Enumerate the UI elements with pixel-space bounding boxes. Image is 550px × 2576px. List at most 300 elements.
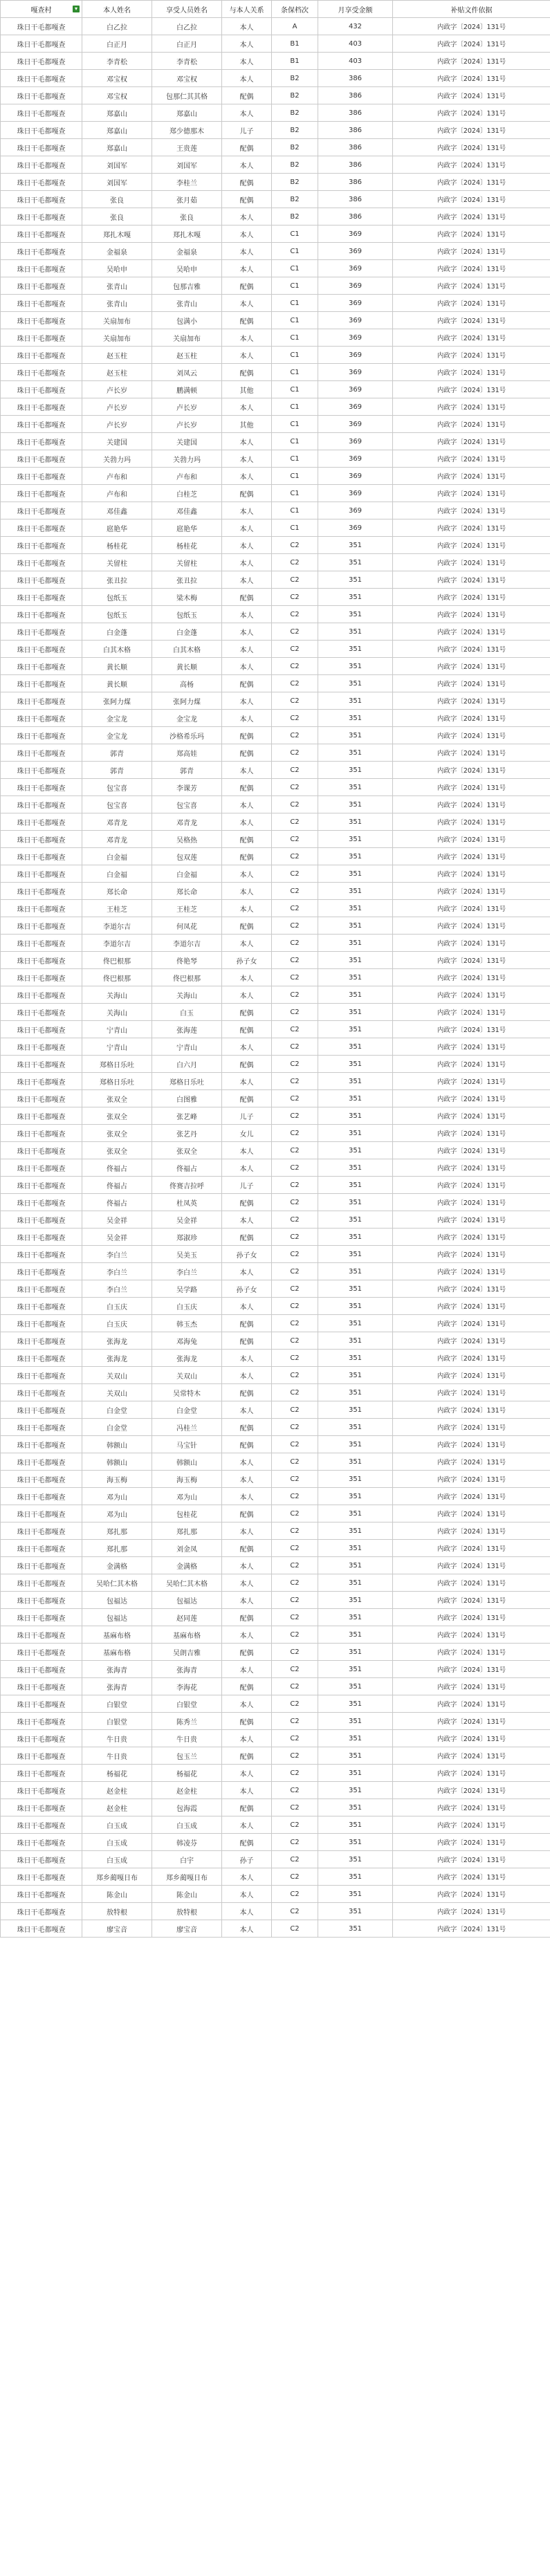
table-row[interactable] [1,433,550,450]
cell-name[interactable]: 白金堂 [82,1419,152,1436]
cell-amount[interactable]: 351 [318,1194,393,1211]
cell-amount[interactable]: 351 [318,1920,393,1938]
cell-grade[interactable]: C2 [272,1298,318,1315]
cell-document[interactable]: 内政字〔2024〕131号 [393,1073,550,1090]
cell-relation[interactable]: 配偶 [222,1021,272,1038]
cell-amount[interactable]: 369 [318,398,393,416]
cell-village[interactable]: 珠日干毛都嘎查 [1,364,82,381]
table-row[interactable] [1,295,550,312]
table-row[interactable] [1,70,550,87]
cell-document[interactable]: 内政字〔2024〕131号 [393,935,550,952]
cell-name[interactable]: 张良 [82,208,152,226]
cell-relation[interactable]: 配偶 [222,1540,272,1557]
cell-grade[interactable]: C2 [272,1280,318,1298]
cell-amount[interactable]: 351 [318,1851,393,1868]
table-row[interactable] [1,1315,550,1332]
cell-beneficiary[interactable]: 吴哈仁其木格 [152,1574,222,1592]
cell-grade[interactable]: C2 [272,1367,318,1384]
cell-name[interactable]: 佟福占 [82,1194,152,1211]
cell-document[interactable]: 内政字〔2024〕131号 [393,295,550,312]
cell-name[interactable]: 邓宝权 [82,70,152,87]
cell-relation[interactable]: 配偶 [222,1056,272,1073]
cell-amount[interactable]: 369 [318,381,393,398]
cell-village[interactable]: 珠日干毛都嘎查 [1,156,82,174]
cell-grade[interactable]: C2 [272,796,318,813]
table-row[interactable] [1,1782,550,1799]
cell-relation[interactable]: 本人 [222,935,272,952]
cell-name[interactable]: 金福泉 [82,243,152,260]
cell-village[interactable]: 珠日干毛都嘎查 [1,1367,82,1384]
cell-beneficiary[interactable]: 赵同莲 [152,1609,222,1626]
table-row[interactable] [1,744,550,762]
table-row[interactable] [1,1177,550,1194]
cell-document[interactable]: 内政字〔2024〕131号 [393,1713,550,1730]
cell-amount[interactable]: 351 [318,1903,393,1920]
cell-beneficiary[interactable]: 黄长顺 [152,658,222,675]
cell-grade[interactable]: C2 [272,1730,318,1747]
cell-amount[interactable]: 351 [318,1505,393,1522]
cell-grade[interactable]: C2 [272,537,318,554]
table-row[interactable] [1,1090,550,1107]
cell-village[interactable]: 珠日干毛都嘎查 [1,1159,82,1177]
cell-name[interactable]: 金宝龙 [82,727,152,744]
cell-grade[interactable]: C1 [272,295,318,312]
cell-relation[interactable]: 配偶 [222,848,272,865]
cell-village[interactable]: 珠日干毛都嘎查 [1,1004,82,1021]
cell-document[interactable]: 内政字〔2024〕131号 [393,641,550,658]
cell-relation[interactable]: 本人 [222,571,272,589]
cell-amount[interactable]: 351 [318,1263,393,1280]
cell-grade[interactable]: B2 [272,191,318,208]
table-row[interactable] [1,1730,550,1747]
cell-amount[interactable]: 351 [318,1038,393,1056]
cell-amount[interactable]: 369 [318,226,393,243]
table-row[interactable] [1,1021,550,1038]
cell-village[interactable]: 珠日干毛都嘎查 [1,1107,82,1125]
cell-document[interactable]: 内政字〔2024〕131号 [393,1142,550,1159]
cell-amount[interactable]: 351 [318,813,393,831]
table-row[interactable] [1,1142,550,1159]
cell-grade[interactable]: C2 [272,710,318,727]
cell-village[interactable]: 珠日干毛都嘎查 [1,1263,82,1280]
cell-amount[interactable]: 351 [318,917,393,935]
cell-name[interactable]: 金宝龙 [82,710,152,727]
cell-beneficiary[interactable]: 梁木梅 [152,589,222,606]
cell-village[interactable]: 珠日干毛都嘎查 [1,900,82,917]
cell-name[interactable]: 赵金柱 [82,1782,152,1799]
cell-name[interactable]: 刘国军 [82,156,152,174]
cell-amount[interactable]: 351 [318,1246,393,1263]
table-row[interactable] [1,1194,550,1211]
cell-village[interactable]: 珠日干毛都嘎查 [1,1799,82,1816]
cell-name[interactable]: 白金堂 [82,1401,152,1419]
cell-village[interactable]: 珠日干毛都嘎查 [1,1574,82,1592]
cell-beneficiary[interactable]: 白宇 [152,1851,222,1868]
table-row[interactable] [1,1522,550,1540]
cell-amount[interactable]: 386 [318,174,393,191]
table-row[interactable] [1,1229,550,1246]
cell-name[interactable]: 张双全 [82,1142,152,1159]
table-row[interactable] [1,416,550,433]
cell-name[interactable]: 张海青 [82,1678,152,1695]
cell-relation[interactable]: 本人 [222,1522,272,1540]
cell-relation[interactable]: 配偶 [222,174,272,191]
cell-beneficiary[interactable]: 金宝龙 [152,710,222,727]
cell-beneficiary[interactable]: 杜凤英 [152,1194,222,1211]
cell-name[interactable]: 白银堂 [82,1713,152,1730]
cell-amount[interactable]: 351 [318,1401,393,1419]
cell-document[interactable]: 内政字〔2024〕131号 [393,554,550,571]
cell-amount[interactable]: 351 [318,831,393,848]
cell-village[interactable]: 珠日干毛都嘎查 [1,658,82,675]
cell-village[interactable]: 珠日干毛都嘎查 [1,1816,82,1834]
cell-beneficiary[interactable]: 杨福花 [152,1765,222,1782]
cell-grade[interactable]: C2 [272,1315,318,1332]
cell-beneficiary[interactable]: 佟赛吉拉呼 [152,1177,222,1194]
cell-amount[interactable]: 351 [318,796,393,813]
cell-relation[interactable]: 本人 [222,623,272,641]
cell-relation[interactable]: 本人 [222,260,272,277]
cell-beneficiary[interactable]: 佟艳琴 [152,952,222,969]
cell-amount[interactable]: 351 [318,1557,393,1574]
cell-village[interactable]: 珠日干毛都嘎查 [1,1038,82,1056]
cell-grade[interactable]: C2 [272,1816,318,1834]
cell-grade[interactable]: B2 [272,104,318,122]
cell-amount[interactable]: 351 [318,1142,393,1159]
cell-relation[interactable]: 本人 [222,18,272,35]
cell-name[interactable]: 黄长顺 [82,675,152,692]
table-row[interactable] [1,1211,550,1229]
cell-grade[interactable]: C2 [272,1453,318,1471]
cell-document[interactable]: 内政字〔2024〕131号 [393,1903,550,1920]
cell-village[interactable]: 珠日干毛都嘎查 [1,865,82,883]
cell-name[interactable]: 邓为山 [82,1488,152,1505]
table-row[interactable] [1,1592,550,1609]
cell-amount[interactable]: 351 [318,1678,393,1695]
cell-village[interactable]: 珠日干毛都嘎查 [1,277,82,295]
cell-amount[interactable]: 386 [318,208,393,226]
cell-document[interactable]: 内政字〔2024〕131号 [393,1229,550,1246]
cell-document[interactable]: 内政字〔2024〕131号 [393,381,550,398]
cell-name[interactable]: 佟福占 [82,1177,152,1194]
cell-beneficiary[interactable]: 白金福 [152,865,222,883]
cell-document[interactable]: 内政字〔2024〕131号 [393,1004,550,1021]
cell-grade[interactable]: B2 [272,70,318,87]
cell-beneficiary[interactable]: 郑长命 [152,883,222,900]
cell-name[interactable]: 张双全 [82,1090,152,1107]
cell-beneficiary[interactable]: 白正月 [152,35,222,53]
cell-relation[interactable]: 本人 [222,883,272,900]
table-row[interactable] [1,277,550,295]
cell-grade[interactable]: C2 [272,744,318,762]
cell-village[interactable]: 珠日干毛都嘎查 [1,104,82,122]
table-row[interactable] [1,1851,550,1868]
cell-name[interactable]: 基麻布格 [82,1644,152,1661]
cell-village[interactable]: 珠日干毛都嘎查 [1,1073,82,1090]
cell-grade[interactable]: C2 [272,762,318,779]
cell-amount[interactable]: 351 [318,1471,393,1488]
cell-amount[interactable]: 369 [318,416,393,433]
cell-relation[interactable]: 配偶 [222,277,272,295]
cell-name[interactable]: 郑扎那 [82,1540,152,1557]
cell-beneficiary[interactable]: 邓青龙 [152,813,222,831]
cell-grade[interactable]: C2 [272,1384,318,1401]
cell-relation[interactable]: 本人 [222,969,272,986]
cell-amount[interactable]: 351 [318,1453,393,1471]
cell-beneficiary[interactable]: 敖特根 [152,1903,222,1920]
table-row[interactable] [1,1834,550,1851]
cell-name[interactable]: 邓宝权 [82,87,152,104]
cell-beneficiary[interactable]: 郑高娃 [152,744,222,762]
cell-beneficiary[interactable]: 白银堂 [152,1695,222,1713]
cell-village[interactable]: 珠日干毛都嘎查 [1,1730,82,1747]
cell-amount[interactable]: 351 [318,554,393,571]
cell-document[interactable]: 内政字〔2024〕131号 [393,692,550,710]
cell-amount[interactable]: 351 [318,779,393,796]
cell-amount[interactable]: 351 [318,1868,393,1886]
cell-village[interactable]: 珠日干毛都嘎查 [1,122,82,139]
cell-beneficiary[interactable]: 白六月 [152,1056,222,1073]
cell-name[interactable]: 白玉成 [82,1834,152,1851]
cell-village[interactable]: 珠日干毛都嘎查 [1,917,82,935]
cell-grade[interactable]: C2 [272,1073,318,1090]
cell-beneficiary[interactable]: 包那吉雅 [152,277,222,295]
cell-village[interactable]: 珠日干毛都嘎查 [1,1920,82,1938]
cell-amount[interactable]: 386 [318,191,393,208]
cell-amount[interactable]: 432 [318,18,393,35]
cell-amount[interactable]: 351 [318,641,393,658]
cell-name[interactable]: 白其木格 [82,641,152,658]
cell-document[interactable]: 内政字〔2024〕131号 [393,1263,550,1280]
cell-grade[interactable]: C2 [272,1056,318,1073]
cell-grade[interactable]: C2 [272,1695,318,1713]
cell-name[interactable]: 佟福占 [82,1159,152,1177]
cell-amount[interactable]: 351 [318,1661,393,1678]
cell-village[interactable]: 珠日干毛都嘎查 [1,381,82,398]
cell-beneficiary[interactable]: 关勃力玛 [152,450,222,468]
cell-relation[interactable]: 本人 [222,1367,272,1384]
cell-village[interactable]: 珠日干毛都嘎查 [1,952,82,969]
cell-village[interactable]: 珠日干毛都嘎查 [1,1540,82,1557]
cell-village[interactable]: 珠日干毛都嘎查 [1,1453,82,1471]
table-row[interactable] [1,87,550,104]
cell-grade[interactable]: C2 [272,1557,318,1574]
table-row[interactable] [1,1886,550,1903]
cell-document[interactable]: 内政字〔2024〕131号 [393,1471,550,1488]
cell-grade[interactable]: C2 [272,969,318,986]
cell-beneficiary[interactable]: 包那仁其其格 [152,87,222,104]
cell-relation[interactable]: 本人 [222,1868,272,1886]
cell-document[interactable]: 内政字〔2024〕131号 [393,779,550,796]
cell-village[interactable]: 珠日干毛都嘎查 [1,1678,82,1695]
cell-village[interactable]: 珠日干毛都嘎查 [1,813,82,831]
cell-grade[interactable]: C2 [272,865,318,883]
table-row[interactable] [1,606,550,623]
cell-amount[interactable]: 351 [318,1159,393,1177]
cell-name[interactable]: 郑乡蔺嘎日布 [82,1868,152,1886]
cell-village[interactable]: 珠日干毛都嘎查 [1,623,82,641]
cell-amount[interactable]: 351 [318,1799,393,1816]
cell-document[interactable]: 内政字〔2024〕131号 [393,1021,550,1038]
table-row[interactable] [1,658,550,675]
cell-document[interactable]: 内政字〔2024〕131号 [393,1090,550,1107]
cell-amount[interactable]: 351 [318,1280,393,1298]
cell-grade[interactable]: C2 [272,1886,318,1903]
cell-name[interactable]: 包福达 [82,1609,152,1626]
cell-village[interactable]: 珠日干毛都嘎查 [1,1194,82,1211]
cell-name[interactable]: 包纸玉 [82,606,152,623]
cell-amount[interactable]: 386 [318,122,393,139]
cell-relation[interactable]: 本人 [222,1886,272,1903]
cell-name[interactable]: 白金福 [82,848,152,865]
cell-relation[interactable]: 本人 [222,641,272,658]
table-row[interactable] [1,1471,550,1488]
table-row[interactable] [1,122,550,139]
cell-amount[interactable]: 403 [318,53,393,70]
cell-grade[interactable]: C2 [272,900,318,917]
cell-relation[interactable]: 配偶 [222,364,272,381]
cell-document[interactable]: 内政字〔2024〕131号 [393,900,550,917]
cell-village[interactable]: 珠日干毛都嘎查 [1,1713,82,1730]
cell-amount[interactable]: 386 [318,104,393,122]
cell-name[interactable]: 邓为山 [82,1505,152,1522]
cell-beneficiary[interactable]: 宁青山 [152,1038,222,1056]
cell-beneficiary[interactable]: 张海青 [152,1661,222,1678]
cell-amount[interactable]: 351 [318,900,393,917]
cell-grade[interactable]: C2 [272,1747,318,1765]
cell-village[interactable]: 珠日干毛都嘎查 [1,433,82,450]
table-row[interactable] [1,1419,550,1436]
cell-amount[interactable]: 369 [318,502,393,519]
cell-beneficiary[interactable]: 白玉庆 [152,1298,222,1315]
cell-document[interactable]: 内政字〔2024〕131号 [393,1886,550,1903]
cell-document[interactable]: 内政字〔2024〕131号 [393,1159,550,1177]
table-row[interactable] [1,226,550,243]
cell-grade[interactable]: B2 [272,139,318,156]
cell-document[interactable]: 内政字〔2024〕131号 [393,260,550,277]
cell-document[interactable]: 内政字〔2024〕131号 [393,1816,550,1834]
cell-name[interactable]: 卢长岁 [82,398,152,416]
cell-name[interactable]: 白银堂 [82,1695,152,1713]
cell-grade[interactable]: C1 [272,416,318,433]
cell-relation[interactable]: 本人 [222,1211,272,1229]
cell-document[interactable]: 内政字〔2024〕131号 [393,139,550,156]
cell-village[interactable]: 珠日干毛都嘎查 [1,1765,82,1782]
cell-name[interactable]: 李道尔吉 [82,935,152,952]
cell-grade[interactable]: C2 [272,1229,318,1246]
cell-document[interactable]: 内政字〔2024〕131号 [393,1211,550,1229]
cell-amount[interactable]: 369 [318,329,393,347]
cell-name[interactable]: 杨桂花 [82,537,152,554]
table-row[interactable] [1,312,550,329]
cell-amount[interactable]: 369 [318,260,393,277]
cell-beneficiary[interactable]: 白图雅 [152,1090,222,1107]
cell-amount[interactable]: 351 [318,1367,393,1384]
cell-beneficiary[interactable]: 张艺峰 [152,1107,222,1125]
cell-grade[interactable]: C2 [272,1574,318,1592]
table-row[interactable] [1,848,550,865]
cell-grade[interactable]: C2 [272,1592,318,1609]
cell-name[interactable]: 吴哈申 [82,260,152,277]
cell-village[interactable]: 珠日干毛都嘎查 [1,1886,82,1903]
cell-beneficiary[interactable]: 郑嘉山 [152,104,222,122]
cell-grade[interactable]: C2 [272,1038,318,1056]
cell-village[interactable]: 珠日干毛都嘎查 [1,1280,82,1298]
cell-beneficiary[interactable]: 韩额山 [152,1453,222,1471]
cell-beneficiary[interactable]: 何凤花 [152,917,222,935]
cell-beneficiary[interactable]: 白玉 [152,1004,222,1021]
table-row[interactable] [1,1713,550,1730]
cell-amount[interactable]: 386 [318,139,393,156]
header-relation[interactable] [222,1,272,18]
cell-amount[interactable]: 351 [318,1644,393,1661]
table-row[interactable] [1,1540,550,1557]
cell-amount[interactable]: 351 [318,1713,393,1730]
cell-grade[interactable]: C2 [272,831,318,848]
cell-document[interactable]: 内政字〔2024〕131号 [393,1367,550,1384]
cell-beneficiary[interactable]: 刘国军 [152,156,222,174]
table-row[interactable] [1,865,550,883]
table-row[interactable] [1,104,550,122]
cell-grade[interactable]: C2 [272,848,318,865]
table-row[interactable] [1,1557,550,1574]
cell-beneficiary[interactable]: 王桂芝 [152,900,222,917]
cell-document[interactable]: 内政字〔2024〕131号 [393,1298,550,1315]
cell-village[interactable]: 珠日干毛都嘎查 [1,18,82,35]
cell-name[interactable]: 郑扎木嘎 [82,226,152,243]
cell-village[interactable]: 珠日干毛都嘎查 [1,347,82,364]
table-row[interactable] [1,1246,550,1263]
cell-name[interactable]: 关双山 [82,1367,152,1384]
cell-grade[interactable]: C1 [272,243,318,260]
cell-relation[interactable]: 本人 [222,813,272,831]
cell-village[interactable]: 珠日干毛都嘎查 [1,1090,82,1107]
cell-document[interactable]: 内政字〔2024〕131号 [393,502,550,519]
cell-village[interactable]: 珠日干毛都嘎查 [1,208,82,226]
cell-amount[interactable]: 351 [318,1488,393,1505]
cell-relation[interactable]: 孙子 [222,1851,272,1868]
cell-relation[interactable]: 本人 [222,1920,272,1938]
cell-name[interactable]: 关勃力玛 [82,450,152,468]
cell-village[interactable]: 珠日干毛都嘎查 [1,416,82,433]
cell-amount[interactable]: 369 [318,450,393,468]
cell-document[interactable]: 内政字〔2024〕131号 [393,1056,550,1073]
cell-amount[interactable]: 351 [318,762,393,779]
cell-name[interactable]: 白玉成 [82,1816,152,1834]
cell-grade[interactable]: C2 [272,1471,318,1488]
cell-name[interactable]: 吴金祥 [82,1229,152,1246]
table-row[interactable] [1,917,550,935]
table-row[interactable] [1,1263,550,1280]
cell-relation[interactable]: 本人 [222,243,272,260]
cell-name[interactable]: 卢布和 [82,485,152,502]
cell-relation[interactable]: 配偶 [222,1315,272,1332]
cell-amount[interactable]: 369 [318,433,393,450]
cell-amount[interactable]: 369 [318,312,393,329]
cell-document[interactable]: 内政字〔2024〕131号 [393,35,550,53]
table-row[interactable] [1,537,550,554]
cell-amount[interactable]: 351 [318,1125,393,1142]
cell-village[interactable]: 珠日干毛都嘎查 [1,35,82,53]
cell-village[interactable]: 珠日干毛都嘎查 [1,589,82,606]
cell-relation[interactable]: 其他 [222,416,272,433]
cell-village[interactable]: 珠日干毛都嘎查 [1,485,82,502]
cell-amount[interactable]: 386 [318,87,393,104]
cell-village[interactable]: 珠日干毛都嘎查 [1,295,82,312]
cell-amount[interactable]: 351 [318,589,393,606]
cell-village[interactable]: 珠日干毛都嘎查 [1,762,82,779]
table-row[interactable] [1,347,550,364]
